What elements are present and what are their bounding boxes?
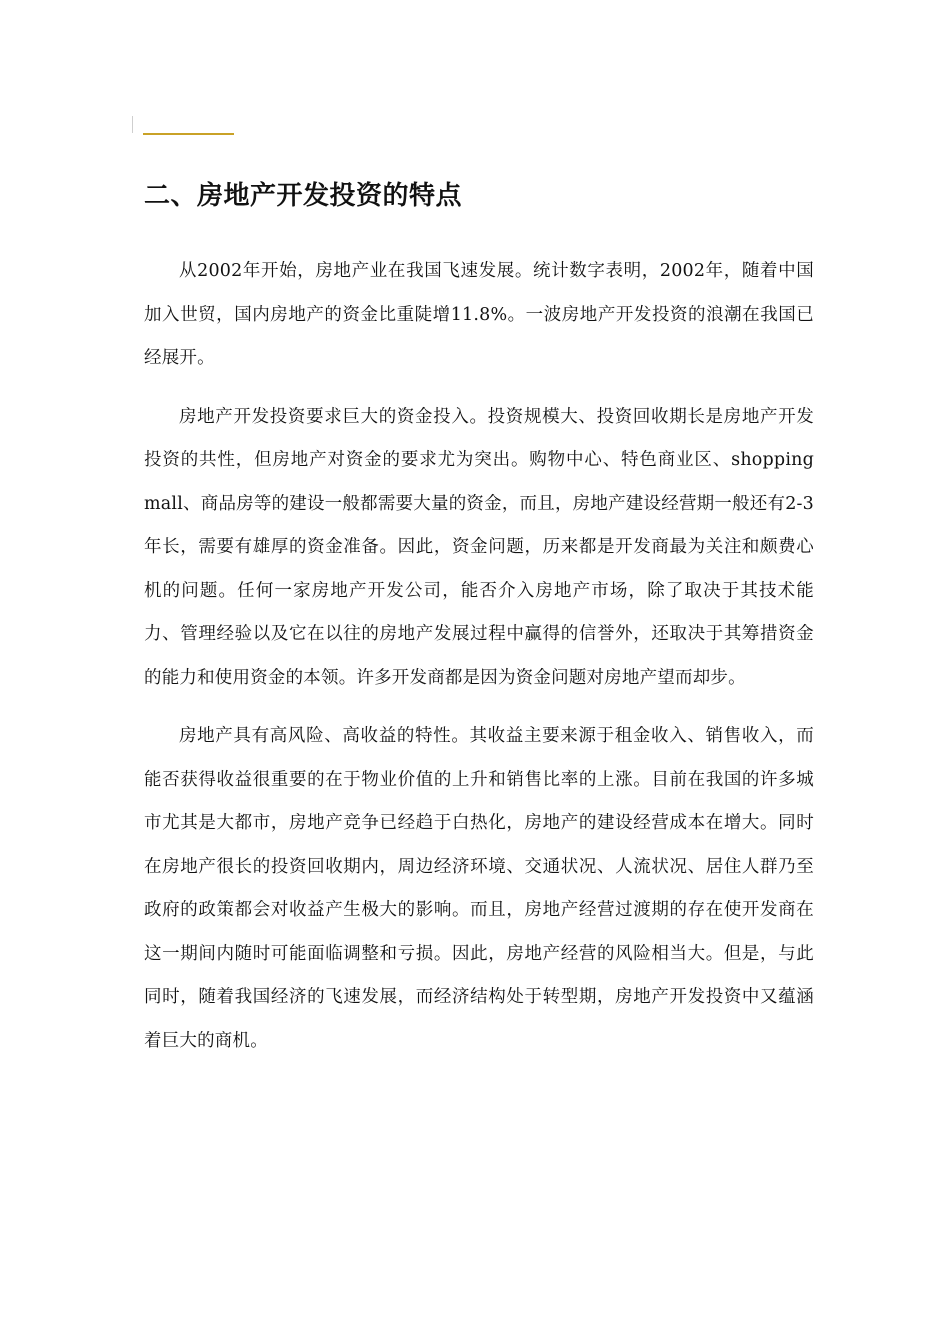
section-heading: 二、房地产开发投资的特点 (144, 181, 463, 211)
margin-tick-mark (132, 116, 133, 133)
paragraph-1: 从2002年开始，房地产业在我国飞速发展。统计数字表明，2002年，随着中国加入世贸，国内房地产的资金比重陡增11.8%。一波房地产开发投资的浪潮在我国已经展开。 (144, 261, 814, 368)
paragraph-3: 房地产具有高风险、高收益的特性。其收益主要来源于租金收入、销售收入，而能否获得收益很重要的在于物业价值的上升和销售比率的上涨。目前在我国的许多城市尤其是大都市，房地产竞争已经趋于白热化，房地产的建设经营成本在增大。同时在房地产很长的投资回收期内，周边经济环境、交通状况、人流状况、居住人群乃至政府的政策都会对收益产生极大的影响。而且，房地产经营过渡期的存在使开发商在这一期间内随时可能面临调整和亏损。因此，房地产经营的风险相当大。但是，与此同时，随着我国经济的飞速发展，而经济结构处于转型期，房地产开发投资中又蕴涵着巨大的商机。 (144, 726, 814, 1051)
paragraph-2: 房地产开发投资要求巨大的资金投入。投资规模大、投资回收期长是房地产开发投资的共性，但房地产对资金的要求尤为突出。购物中心、特色商业区、shopping mall、商品房等的建设一般都需要大量的资金，而且，房地产建设经营期一般还有2-3年长，需要有雄厚的资金准备。因此，资金问题，历来都是开发商最为关注和颇费心机的问题。任何一家房地产开发公司，能否介入房地产市场，除了取决于其技术能力、管理经验以及它在以往的房地产发展过程中赢得的信誉外，还取决于其筹措资金的能力和使用资金的本领。许多开发商都是因为资金问题对房地产望而却步。 (144, 406, 814, 688)
body-text (144, 250, 814, 1078)
header-rule (143, 133, 234, 135)
